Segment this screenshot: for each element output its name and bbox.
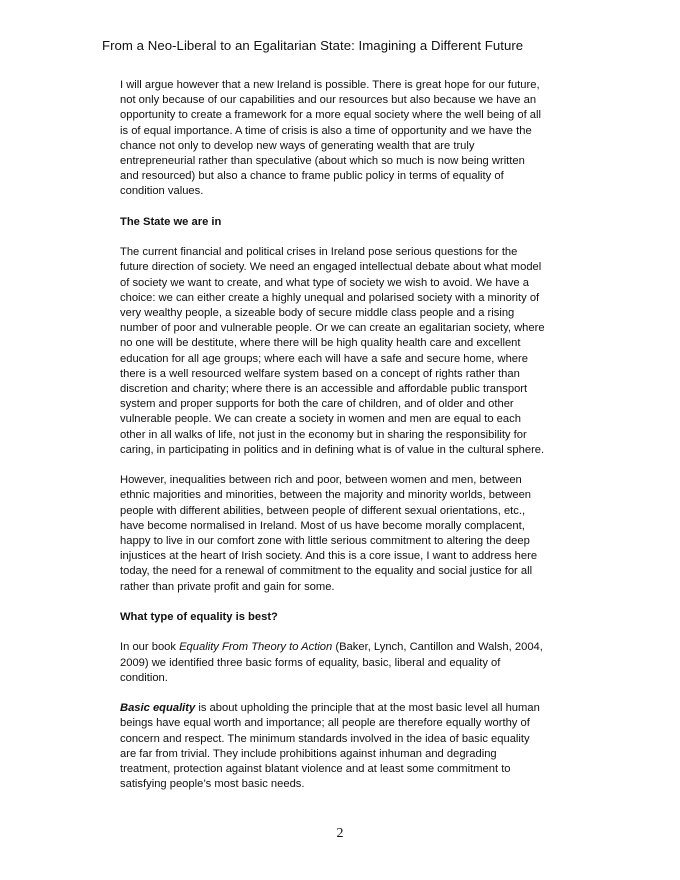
- section-heading-equality-type: What type of equality is best?: [120, 611, 278, 624]
- paragraph-book-reference: [120, 640, 545, 686]
- paragraph-crises: The current financial and political crises in Ireland pose serious questions for the future direction of society. We need an engaged intellectual debate about what model of society we want to create, and what type of society we wish to avoid. We have a choice: we can either create a highly unequal and polarised society with a minority of very wealthy people, a sizeable body of secure middle class people and a rising number of poor and vulnerable people. Or we can create an egalitarian society, where no one will be destitute, where there will be high quality health care and excellent education for all age groups; where each will have a safe and secure home, where there is a well resourced welfare system based on a concept of rights rather than discretion and charity; where there is an accessible and affordable public transport system and proper supports for both the care of children, and of older and other vulnerable people. We can create a society in women and men are equal to each other in all walks of life, not just in the economy but in sharing the responsibility for caring, in participating in politics and in defining what is of value in the cultural sphere.: [120, 246, 545, 456]
- paragraph-book-text-before: In our book: [120, 641, 180, 654]
- basic-equality-term: Basic equality: [120, 702, 196, 715]
- section-heading-state: The State we are in: [120, 215, 222, 228]
- basic-equality-text: is about upholding the principle that at the most basic level all human beings have equal worth and importance; all people are therefore equally worthy of concern and respect. The minimum standards involved in the idea of basic equality are far from trivial. They include prohibitions against inhuman and degrading treatment, protection against blatant violence and at least some commitment to satisfying people’s most basic needs.: [120, 702, 540, 791]
- page-header: From a Neo-Liberal to an Egalitarian State: Imagining a Different Future: [102, 38, 524, 53]
- page-number: 2: [336, 826, 344, 841]
- paragraph-inequalities: However, inequalities between rich and poor, between women and men, between ethnic majorities and minorities, between the majority and minority worlds, between people with different abilities, between people of different sexual orientations, etc., have become normalised in Ireland. Most of us have become morally complacent, happy to live in our comfort zone with little serious commitment to altering the deep injustices at the heart of Irish society. And this is a core issue, I want to address here today, the need for a renewal of commitment to the equality and social justice for all rather than private profit and gain for some.: [120, 474, 538, 593]
- document-body: [120, 78, 545, 808]
- paragraph-intro: I will argue however that a new Ireland is possible. There is great hope for our future, not only because of our capabilities and our resources but also because we have an opportunity to create a framework for a more equal society where the well being of all is of equal importance. A time of crisis is also a time of opportunity and we have the chance not only to develop new ways of generating wealth that are truly entrepreneurial rather than speculative (about which so much is now being written and resourced) but also a chance to frame public policy in terms of equality of condition values.: [120, 79, 541, 198]
- paragraph-basic-equality: [120, 701, 545, 792]
- paragraph-book-text-after: (Baker, Lynch, Cantillon and Walsh, 2004, 2009) we identified three basic forms of equality, basic, liberal and equality of condition.: [120, 641, 543, 684]
- book-title: Equality From Theory to Action: [179, 641, 333, 654]
